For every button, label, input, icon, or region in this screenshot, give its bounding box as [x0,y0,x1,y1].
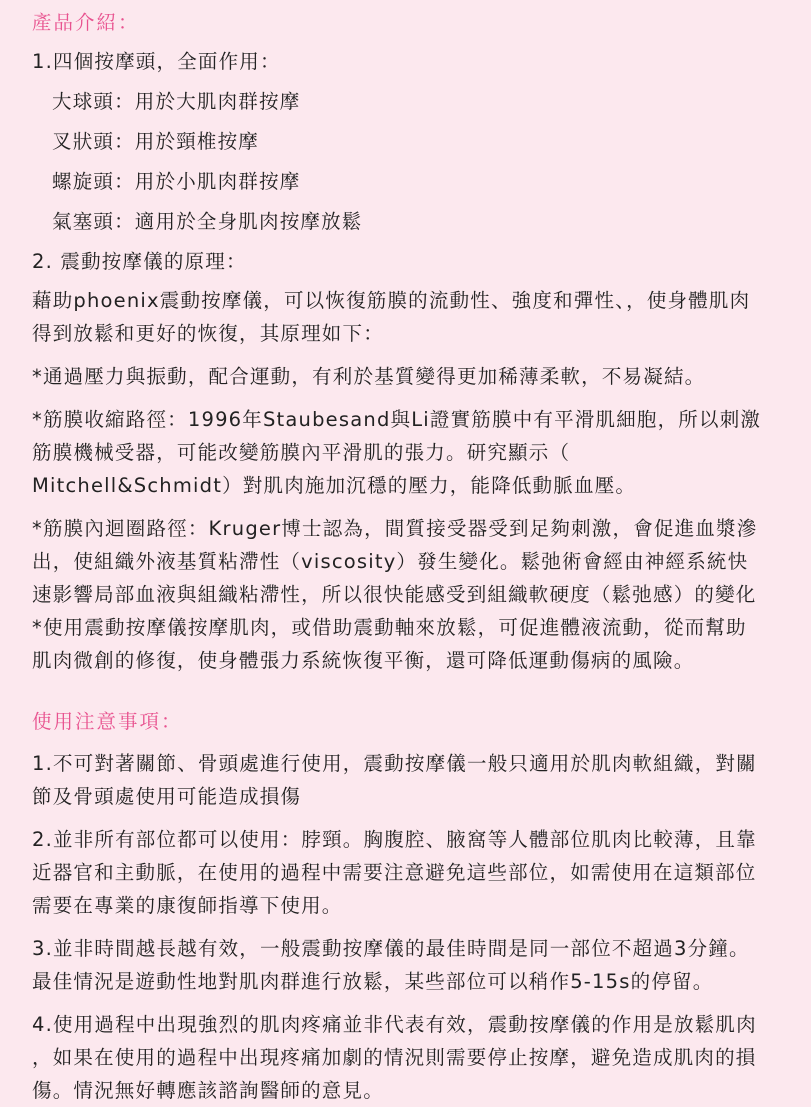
principle-point-circulation [32,512,783,677]
usage-note-line: 1.不可對著關節、骨頭處進行使用，震動按摩儀一般只適用於肌肉軟組織，對關 [32,752,757,775]
principle-point-line: *筋膜收縮路徑：1996年Staubesand與Li證實筋膜中有平滑肌細胞，所以刺激 [32,408,762,431]
head-item-spiral: 螺旋頭：用於小肌肉群按摩 [52,170,301,193]
principle-point-line: 筋膜機械受器，可能改變筋膜內平滑肌的張力。研究顯示（ [32,441,571,464]
usage-note-line: 最佳情況是遊動性地對肌肉群進行放鬆，某些部位可以稍作5-15s的停留。 [32,970,714,993]
head-item-big-ball: 大球頭：用於大肌肉群按摩 [52,90,301,113]
principle-point-contraction [32,403,783,502]
principle-point-line: 速影響局部血液與組織粘滯性，所以很快能感受到組織軟硬度（鬆弛感）的變化 [32,583,757,606]
usage-note-3 [32,932,783,998]
principle-point-pressure [32,360,783,393]
usage-notes-heading: 使用注意事項： [32,710,183,733]
principle-point-line: 出，使組織外液基質粘滯性（viscosity）發生變化。鬆弛術會經由神經系統快 [32,550,749,573]
usage-note-line: ，如果在使用的過程中出現疼痛加劇的情況則需要停止按摩，避免造成肌肉的損 [32,1046,757,1069]
usage-note-2 [32,823,783,922]
usage-note-line: 2.並非所有部位都可以使用：脖頸。胸腹腔、腋窩等人體部位肌肉比較薄，且靠 [32,828,757,851]
principle-point-line: *筋膜內迴圈路徑：Kruger博士認為，間質接受器受到足夠刺激，會促進血漿滲 [32,517,758,540]
section-spacer [32,677,783,705]
usage-note-line: 節及骨頭處使用可能造成損傷 [32,785,302,808]
usage-note-1 [32,747,783,813]
usage-note-line: 3.並非時間越長越有效，一般震動按摩儀的最佳時間是同一部位不超過3分鐘。 [32,937,750,960]
principle-point-line: 肌肉微創的修復，使身體張力系統恢復平衡，還可降低運動傷病的風險。 [32,649,695,672]
principle-point-line: *通過壓力與振動，配合運動，有利於基質變得更加稀薄柔軟，不易凝結。 [32,365,706,388]
principle-title: 2. 震動按摩儀的原理： [32,250,247,273]
head-item-fork: 叉狀頭：用於頸椎按摩 [52,130,260,153]
usage-note-line: 傷。情況無好轉應該諮詢醫師的意見。 [32,1079,384,1102]
principle-intro [32,284,783,350]
principle-point-line: *使用震動按摩儀按摩肌肉，或借助震動軸來放鬆，可促進體液流動，從而幫助 [32,616,747,639]
usage-note-4 [32,1008,783,1107]
principle-point-line: Mitchell&Schmidt）對肌肉施加沉穩的壓力，能降低動脈血壓。 [32,474,637,497]
massage-heads-title: 1.四個按摩頭，全面作用： [32,50,281,73]
usage-note-line: 4.使用過程中出現強烈的肌肉疼痛並非代表有效，震動按摩儀的作用是放鬆肌肉 [32,1013,757,1036]
usage-note-line: 需要在專業的康復師指導下使用。 [32,894,343,917]
principle-intro-line: 藉助phoenix震動按摩儀，可以恢復筋膜的流動性、強度和彈性、，使身體肌肉 [32,289,751,312]
head-item-air-plug: 氣塞頭：適用於全身肌肉按摩放鬆 [52,210,363,233]
principle-intro-line: 得到放鬆和更好的恢復，其原理如下： [32,322,384,345]
usage-note-line: 近器官和主動脈，在使用的過程中需要注意避免這些部位，如需使用在這類部位 [32,861,757,884]
product-intro-heading: 產品介紹： [32,11,140,34]
